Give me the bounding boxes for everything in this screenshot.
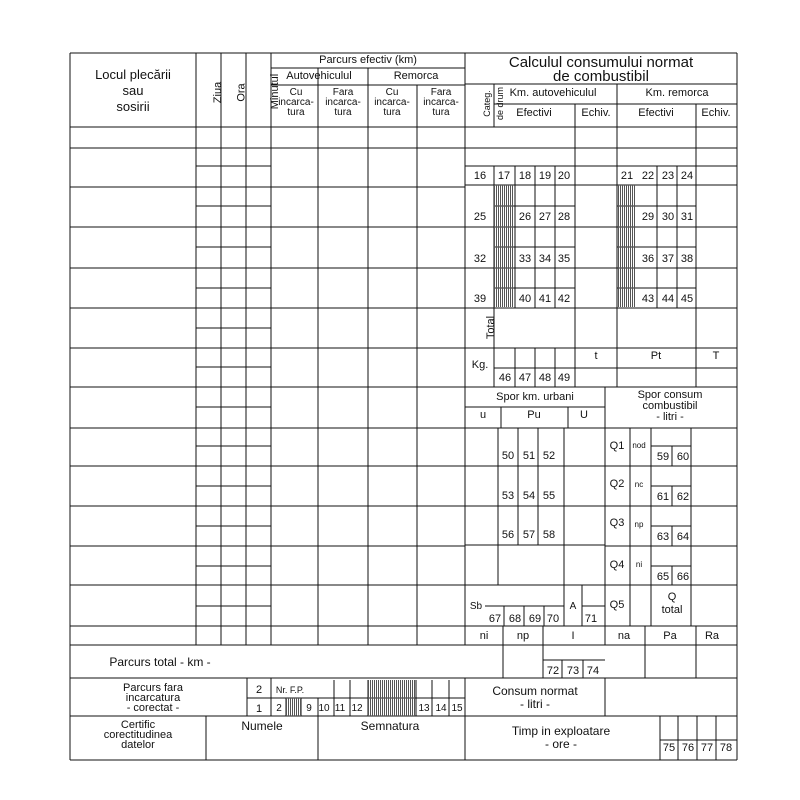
nod-label: nod <box>632 441 646 450</box>
fuel-bonus-title-line3: - litri - <box>656 411 684 423</box>
vehicle-unloaded-line2: incarca- <box>325 97 361 108</box>
vehicle-loaded-line3: tura <box>287 107 305 118</box>
place-title-line2: sau <box>122 83 144 98</box>
a-label: A <box>569 601 577 612</box>
consumption-title-line2: de combustibil <box>553 68 649 85</box>
ni-sub-label: ni <box>635 560 643 569</box>
code-19: 19 <box>538 170 552 182</box>
code-74: 74 <box>586 665 600 677</box>
normed-consumption-line1: Consum normat <box>492 684 578 698</box>
signature-label: Semnatura <box>360 719 420 733</box>
operating-time-line1: Timp in exploatare <box>511 724 611 738</box>
fuel-bonus-title-line2: combustibil <box>642 400 698 412</box>
code-59: 59 <box>656 451 670 463</box>
sb-label: Sb <box>469 601 483 612</box>
code-30: 30 <box>661 211 675 223</box>
trailer-label: Remorca <box>393 70 439 82</box>
certify-line2: corectitudinea <box>103 729 173 741</box>
fp-code-15: 15 <box>451 703 463 714</box>
place-title-line1: Locul plecării <box>95 67 171 82</box>
name-label: Numele <box>241 719 283 733</box>
hatched-cell <box>617 185 636 307</box>
fp-code-11: 11 <box>334 703 346 714</box>
ni-label: ni <box>479 630 489 642</box>
unloaded-distance-line1: Parcurs fara <box>123 682 183 694</box>
trailer-loaded-line3: tura <box>383 107 401 118</box>
road-category-line1: Categ. <box>481 90 492 117</box>
col-minute-label: Minutul <box>269 73 282 110</box>
code-66: 66 <box>676 571 690 583</box>
urban-U-label: U <box>580 409 588 421</box>
code-26: 26 <box>518 211 532 223</box>
q1-label: Q1 <box>609 440 625 452</box>
total-distance-label: Parcurs total - km - <box>109 655 211 669</box>
code-43: 43 <box>641 293 655 305</box>
pt-label: Pt <box>650 350 662 362</box>
code-37: 37 <box>661 253 675 265</box>
ra-label: Ra <box>704 630 720 642</box>
code-22: 22 <box>641 170 655 182</box>
fp-code-13: 13 <box>418 703 430 714</box>
q-total-line1: Q <box>667 591 677 603</box>
operating-time-line2: - ore - <box>544 737 578 751</box>
code-49: 49 <box>557 372 571 384</box>
code-39: 39 <box>473 293 487 305</box>
trailer-actual-label: Efectivi <box>638 107 674 119</box>
urban-u-label: u <box>479 409 487 421</box>
code-73: 73 <box>566 665 580 677</box>
consumption-title-line1: Calculul consumului normat <box>508 54 694 71</box>
trailer-unloaded-line2: incarca- <box>423 97 459 108</box>
code-25: 25 <box>473 211 487 223</box>
code-18: 18 <box>518 170 532 182</box>
code-38: 38 <box>680 253 694 265</box>
T-label: T <box>712 350 720 362</box>
urban-bonus-title: Spor km. urbani <box>496 391 574 403</box>
code-63: 63 <box>656 531 670 543</box>
col-hour-label: Ora <box>235 83 248 102</box>
code-23: 23 <box>661 170 675 182</box>
trailer-equivalent-label: Echiv. <box>701 107 731 119</box>
code-78: 78 <box>719 742 733 754</box>
actual-distance-title: Parcurs efectiv (km) <box>319 54 417 66</box>
q5-label: Q5 <box>609 599 625 611</box>
road-category-line2: de drum <box>495 86 506 121</box>
code-64: 64 <box>676 531 690 543</box>
np-sub-label: np <box>634 520 644 529</box>
km-trailer-label: Km. remorca <box>645 87 709 99</box>
code-54: 54 <box>522 490 536 502</box>
code-36: 36 <box>641 253 655 265</box>
form-grid-lines <box>70 53 737 760</box>
code-35: 35 <box>557 253 571 265</box>
hatched-cell <box>368 680 416 716</box>
code-72: 72 <box>546 665 560 677</box>
code-69: 69 <box>528 613 542 625</box>
code-42: 42 <box>557 293 571 305</box>
code-65: 65 <box>656 571 670 583</box>
pa-label: Pa <box>663 630 677 642</box>
code-77: 77 <box>700 742 714 754</box>
code-68: 68 <box>508 613 522 625</box>
code-52: 52 <box>542 450 556 462</box>
nr-one: 1 <box>255 703 263 715</box>
I-label: I <box>571 630 575 642</box>
code-29: 29 <box>641 211 655 223</box>
code-55: 55 <box>542 490 556 502</box>
code-20: 20 <box>557 170 571 182</box>
q4-label: Q4 <box>609 559 625 571</box>
code-60: 60 <box>676 451 690 463</box>
trailer-unloaded-line1: Fara <box>430 87 452 98</box>
fuel-bonus-title-line1: Spor consum <box>637 389 703 401</box>
vehicle-label: Autovehiculul <box>286 70 352 82</box>
q2-label: Q2 <box>609 478 625 490</box>
code-48: 48 <box>538 372 552 384</box>
code-44: 44 <box>661 293 675 305</box>
code-47: 47 <box>518 372 532 384</box>
code-70: 70 <box>546 613 560 625</box>
place-title-line3: sosirii <box>116 99 150 114</box>
normed-consumption-line2: - litri - <box>520 697 550 711</box>
code-28: 28 <box>557 211 571 223</box>
code-50: 50 <box>501 450 515 462</box>
na-label: na <box>617 630 631 642</box>
fp-code-10: 10 <box>318 703 330 714</box>
total-label: Total <box>485 315 498 340</box>
urban-pu-label: Pu <box>527 409 541 421</box>
kg-label: Kg. <box>471 359 489 371</box>
nc-label: nc <box>634 480 644 489</box>
t-label: t <box>594 350 598 362</box>
nr-fp-label: Nr. F.P. <box>275 685 305 695</box>
code-56: 56 <box>501 529 515 541</box>
code-16: 16 <box>473 170 487 182</box>
code-57: 57 <box>522 529 536 541</box>
code-17: 17 <box>497 170 511 182</box>
nr-two: 2 <box>255 684 263 696</box>
np-label: np <box>516 630 530 642</box>
code-53: 53 <box>501 490 515 502</box>
code-67: 67 <box>488 613 502 625</box>
vehicle-unloaded-line3: tura <box>334 107 352 118</box>
code-32: 32 <box>473 253 487 265</box>
km-vehicle-label: Km. autovehiculul <box>509 87 597 99</box>
vehicle-equivalent-label: Echiv. <box>581 107 611 119</box>
trailer-loaded-line2: incarca- <box>374 97 410 108</box>
vehicle-actual-label: Efectivi <box>516 107 552 119</box>
code-76: 76 <box>681 742 695 754</box>
unloaded-distance-line2: incarcatura <box>125 692 181 704</box>
fp-code-9: 9 <box>306 703 312 714</box>
vehicle-loaded-line2: incarca- <box>278 97 314 108</box>
code-51: 51 <box>522 450 536 462</box>
code-75: 75 <box>662 742 676 754</box>
fp-code-2: 2 <box>276 703 282 714</box>
fp-code-12: 12 <box>351 703 363 714</box>
code-31: 31 <box>680 211 694 223</box>
unloaded-distance-line3: - corectat - <box>126 702 180 714</box>
code-58: 58 <box>542 529 556 541</box>
code-24: 24 <box>680 170 694 182</box>
trailer-unloaded-line3: tura <box>432 107 450 118</box>
code-71: 71 <box>584 613 598 625</box>
trailer-loaded-line1: Cu <box>385 87 399 98</box>
code-41: 41 <box>538 293 552 305</box>
code-40: 40 <box>518 293 532 305</box>
code-34: 34 <box>538 253 552 265</box>
code-46: 46 <box>498 372 512 384</box>
q-total-line2: total <box>661 604 683 616</box>
certify-line1: Certific <box>120 719 156 731</box>
code-45: 45 <box>680 293 694 305</box>
hatched-cell <box>494 185 513 307</box>
vehicle-loaded-line1: Cu <box>289 87 303 98</box>
hatched-cell <box>286 698 301 716</box>
code-27: 27 <box>538 211 552 223</box>
col-day-label: Ziua <box>212 81 225 104</box>
code-62: 62 <box>676 491 690 503</box>
certify-line3: datelor <box>121 739 155 751</box>
code-33: 33 <box>518 253 532 265</box>
fp-code-14: 14 <box>435 703 447 714</box>
code-21: 21 <box>620 170 634 182</box>
shaded-cells <box>286 185 636 716</box>
code-61: 61 <box>656 491 670 503</box>
vehicle-unloaded-line1: Fara <box>332 87 354 98</box>
q3-label: Q3 <box>609 517 625 529</box>
